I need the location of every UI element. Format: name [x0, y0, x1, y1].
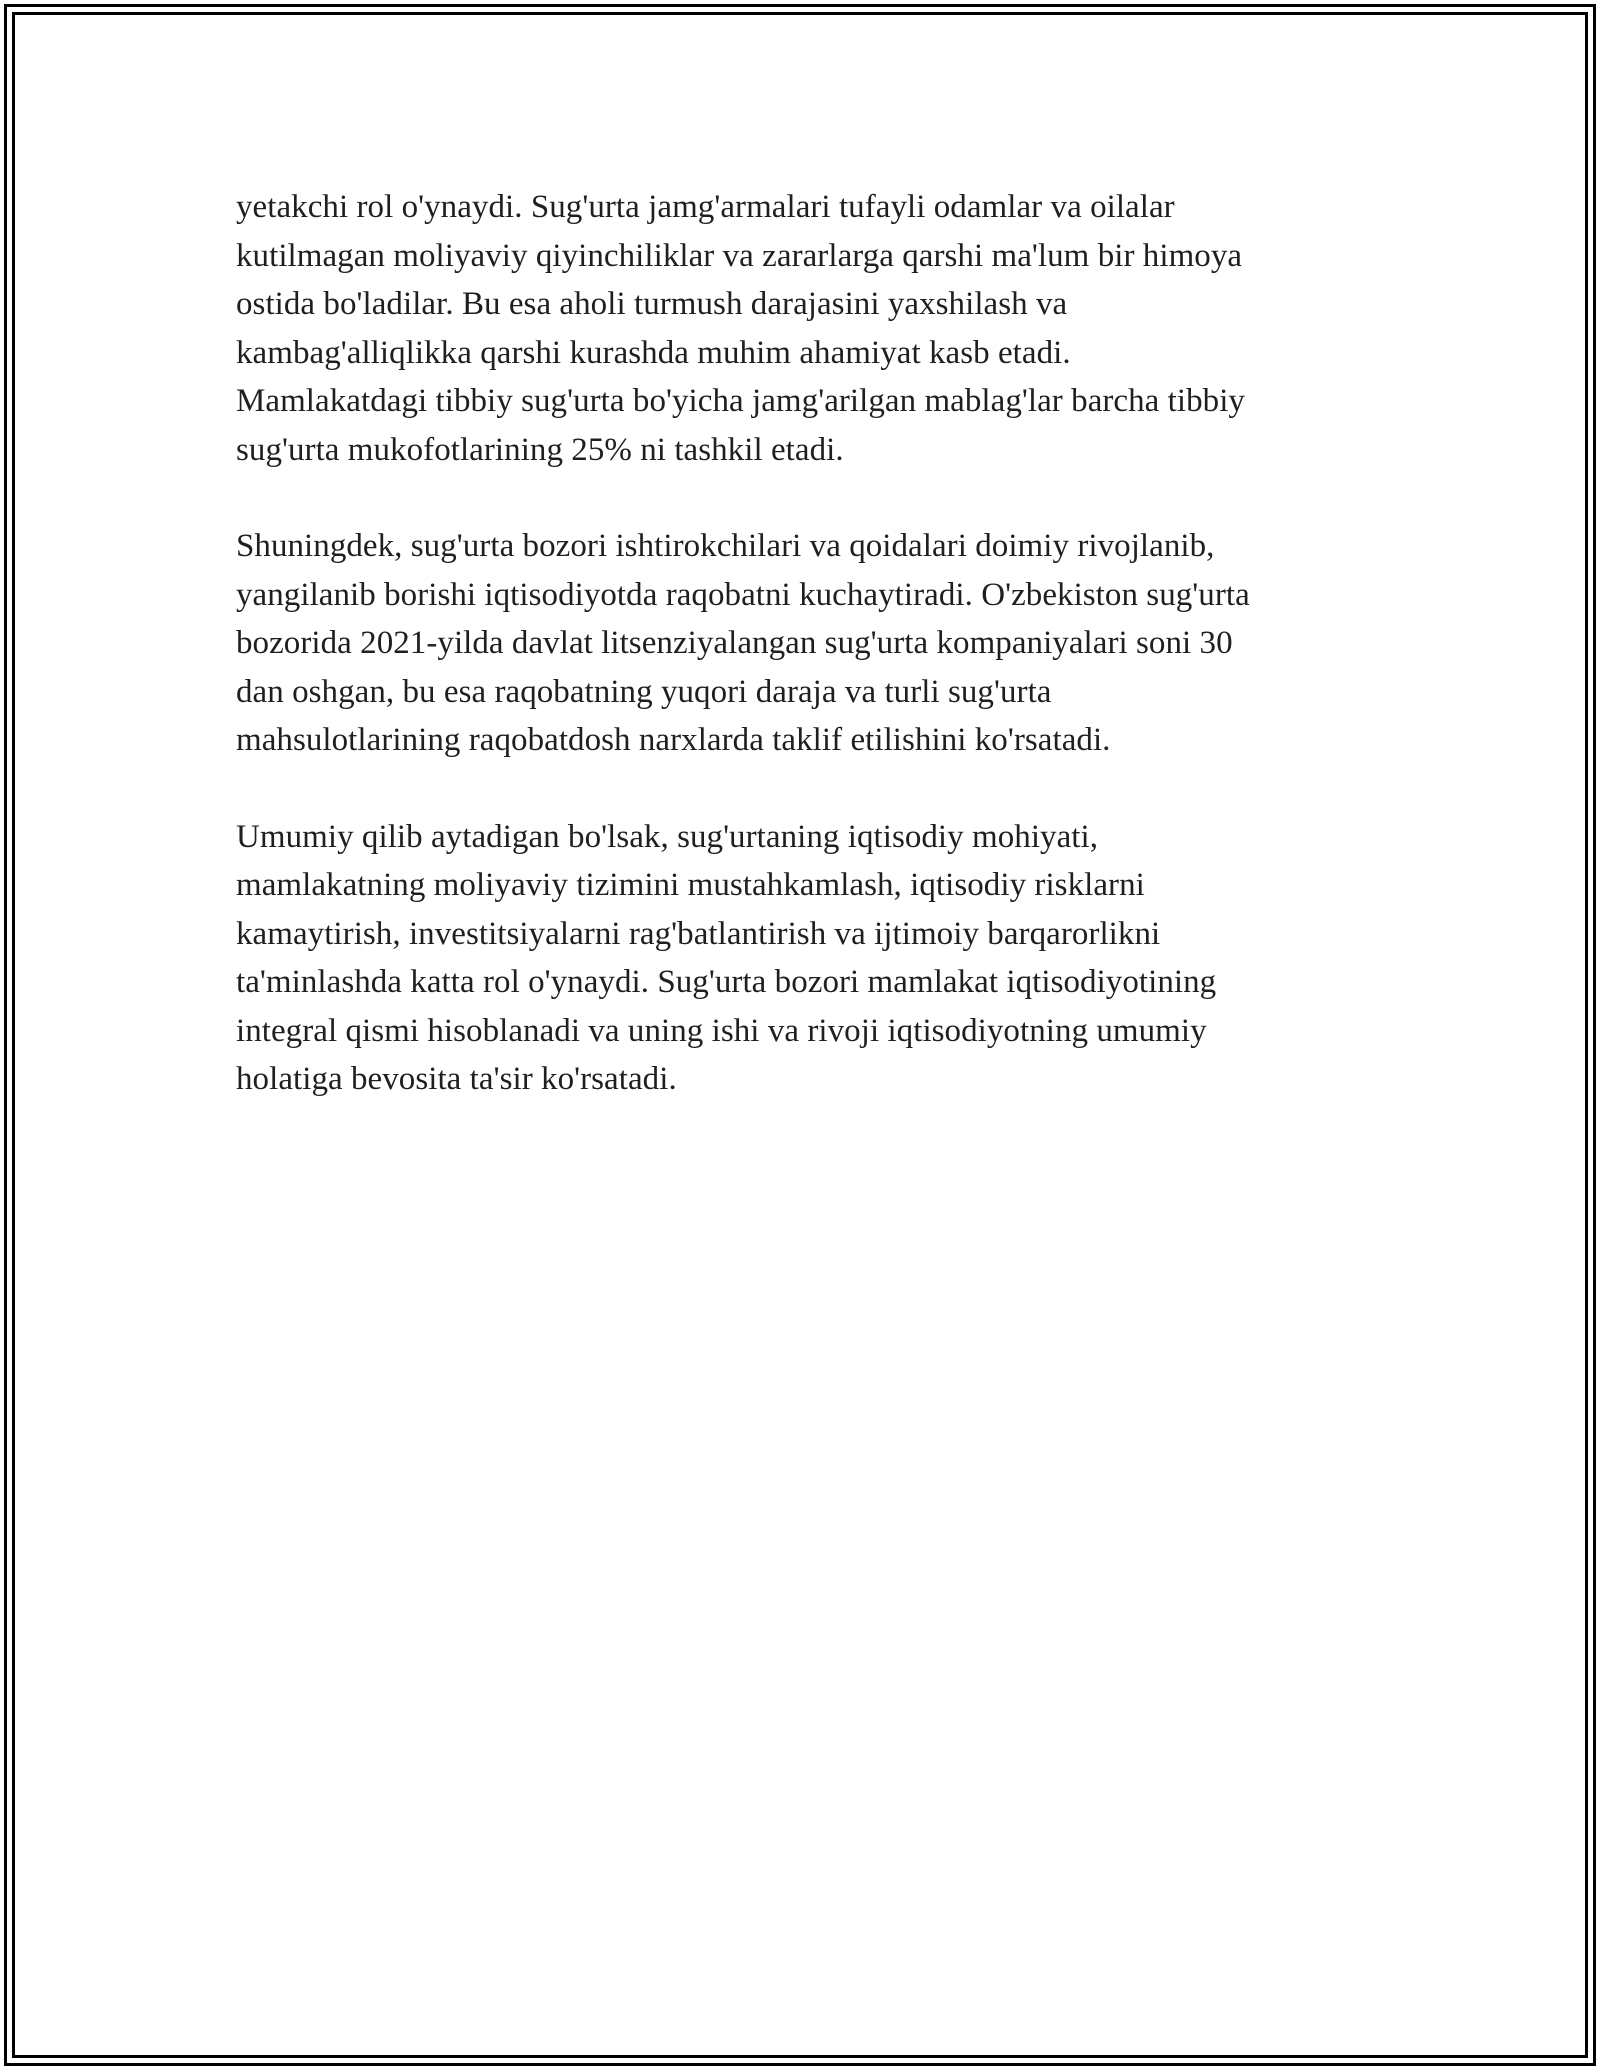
paragraph-3: Umumiy qilib aytadigan bo'lsak, sug'urtaning iqtisodiy mohiyati, mamlakatning moliyaviy tizimini mustahkamlash, iqtisodiy risklarni kamaytirish, investitsiyalarni rag'batlantirish va ijtimoiy barqarorlikni ta'minlashda katta rol o'ynaydi. Sug'urta bozori mamlakat iqtisodiyotining integral qismi hisoblanadi va uning ishi va rivoji iqtisodiyotning umumiy holatiga bevosita ta'sir ko'rsatadi. — [236, 818, 1217, 1097]
document-body — [236, 183, 1376, 1152]
paragraph-2: Shuningdek, sug'urta bozori ishtirokchilari va qoidalari doimiy rivojlanib, yangilanib borishi iqtisodiyotda raqobatni kuchaytiradi. O'zbekiston sug'urta bozorida 2021-yilda davlat litsenziyalangan sug'urta kompaniyalari soni 30 dan oshgan, bu esa raqobatning yuqori daraja va turli sug'urta mahsulotlarining raqobatdosh narxlarda taklif etilishini ko'rsatadi. — [236, 528, 1250, 758]
paragraph-1: yetakchi rol o'ynaydi. Sug'urta jamg'armalari tufayli odamlar va oilalar kutilmagan moliyaviy qiyinchiliklar va zararlarga qarshi ma'lum bir himoya ostida bo'ladilar. Bu esa aholi turmush darajasini yaxshilash va kambag'alliqlikka qarshi kurashda muhim ahamiyat kasb etadi. Mamlakatdagi tibbiy sug'urta bo'yicha jamg'arilgan mablag'lar barcha tibbiy sug'urta mukofotlarining 25% ni tashkil etadi. — [236, 189, 1245, 468]
